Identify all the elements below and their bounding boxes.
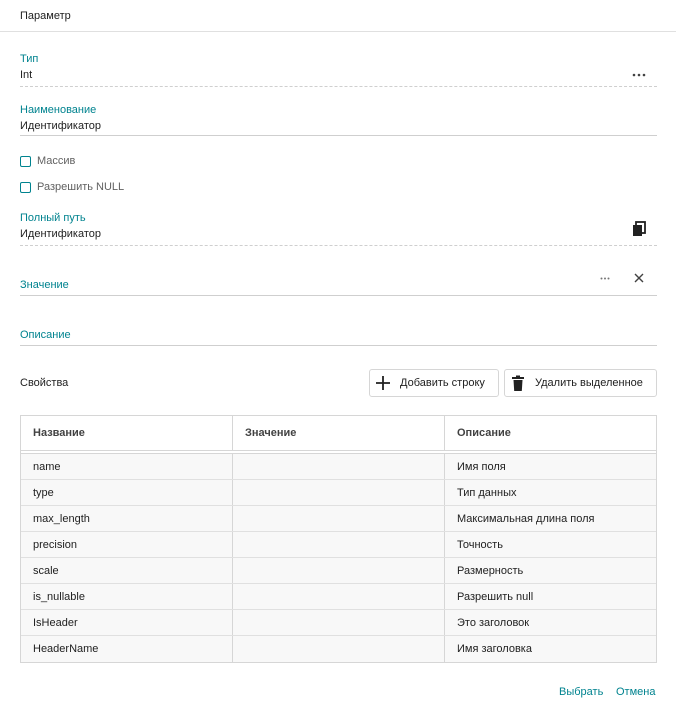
dialog-title: Параметр (20, 10, 71, 22)
type-value: Int (20, 69, 33, 81)
cell-description[interactable]: Точность (457, 538, 503, 551)
column-header-name[interactable]: Название (21, 416, 233, 450)
delete-selected-button[interactable] (504, 369, 657, 397)
table-row[interactable] (21, 558, 656, 584)
cell-description[interactable]: Имя заголовка (457, 643, 532, 655)
cell-name[interactable]: is_nullable (21, 584, 233, 609)
properties-table (20, 415, 657, 663)
table-row[interactable] (21, 480, 656, 506)
full-path-value: Идентификатор (20, 228, 101, 240)
allow-null-checkbox[interactable] (20, 182, 31, 193)
cell-value[interactable] (233, 454, 445, 479)
column-header-description[interactable]: Описание (457, 427, 511, 439)
cancel-button[interactable]: Отмена (616, 686, 656, 698)
array-checkbox-row[interactable] (20, 155, 75, 167)
delete-selected-label: Удалить выделенное (535, 377, 643, 389)
cell-name[interactable]: name (21, 454, 233, 479)
name-label: Наименование (20, 104, 97, 116)
cell-name[interactable]: scale (21, 558, 233, 583)
cell-value[interactable] (233, 506, 445, 531)
cell-name[interactable]: max_length (21, 506, 233, 531)
type-label: Тип (20, 53, 39, 65)
table-row[interactable] (21, 532, 656, 558)
table-row[interactable] (21, 610, 656, 636)
more-horizontal-icon[interactable] (631, 67, 647, 83)
trash-icon (509, 374, 527, 392)
name-value[interactable]: Идентификатор (20, 120, 101, 132)
table-row[interactable] (21, 506, 656, 532)
cell-name[interactable]: IsHeader (21, 610, 233, 635)
more-horizontal-icon[interactable] (597, 270, 613, 286)
cell-description[interactable]: Это заголовок (457, 616, 530, 629)
full-path-field (20, 212, 657, 246)
add-row-label: Добавить строку (400, 377, 485, 389)
cell-name[interactable]: HeaderName (21, 636, 233, 662)
type-field[interactable] (20, 53, 657, 87)
cell-description[interactable]: Имя поля (457, 460, 506, 473)
cell-value[interactable] (233, 584, 445, 609)
value-field[interactable] (20, 268, 657, 296)
allow-null-label: Разрешить NULL (37, 181, 125, 193)
cell-value[interactable] (233, 480, 445, 505)
properties-title: Свойства (20, 377, 69, 389)
close-icon[interactable] (631, 270, 647, 286)
column-header-value[interactable]: Значение (233, 416, 445, 450)
cell-description[interactable]: Разрешить null (457, 590, 534, 603)
table-row[interactable] (21, 636, 656, 662)
description-field[interactable] (20, 318, 657, 346)
cell-value[interactable] (233, 558, 445, 583)
table-row[interactable] (21, 454, 656, 480)
description-placeholder: Описание (20, 329, 71, 341)
plus-icon (374, 374, 392, 392)
full-path-label: Полный путь (20, 212, 86, 224)
table-header (21, 416, 656, 451)
cell-name[interactable]: precision (21, 532, 233, 557)
cell-name[interactable]: type (21, 480, 233, 505)
cell-value[interactable] (233, 532, 445, 557)
cell-value[interactable] (233, 610, 445, 635)
table-body (21, 453, 656, 662)
cell-description[interactable]: Размерность (457, 564, 524, 577)
array-checkbox[interactable] (20, 156, 31, 167)
array-label: Массив (37, 155, 76, 167)
allow-null-checkbox-row[interactable] (20, 181, 124, 193)
copy-icon[interactable] (631, 221, 647, 237)
cell-description[interactable]: Тип данных (457, 486, 517, 499)
dialog-header (0, 0, 676, 32)
add-row-button[interactable] (369, 369, 499, 397)
cell-description[interactable]: Максимальная длина поля (457, 512, 595, 525)
value-placeholder: Значение (20, 279, 69, 291)
select-button[interactable]: Выбрать (559, 686, 604, 698)
name-field[interactable] (20, 104, 657, 136)
cell-value[interactable] (233, 636, 445, 662)
table-row[interactable] (21, 584, 656, 610)
